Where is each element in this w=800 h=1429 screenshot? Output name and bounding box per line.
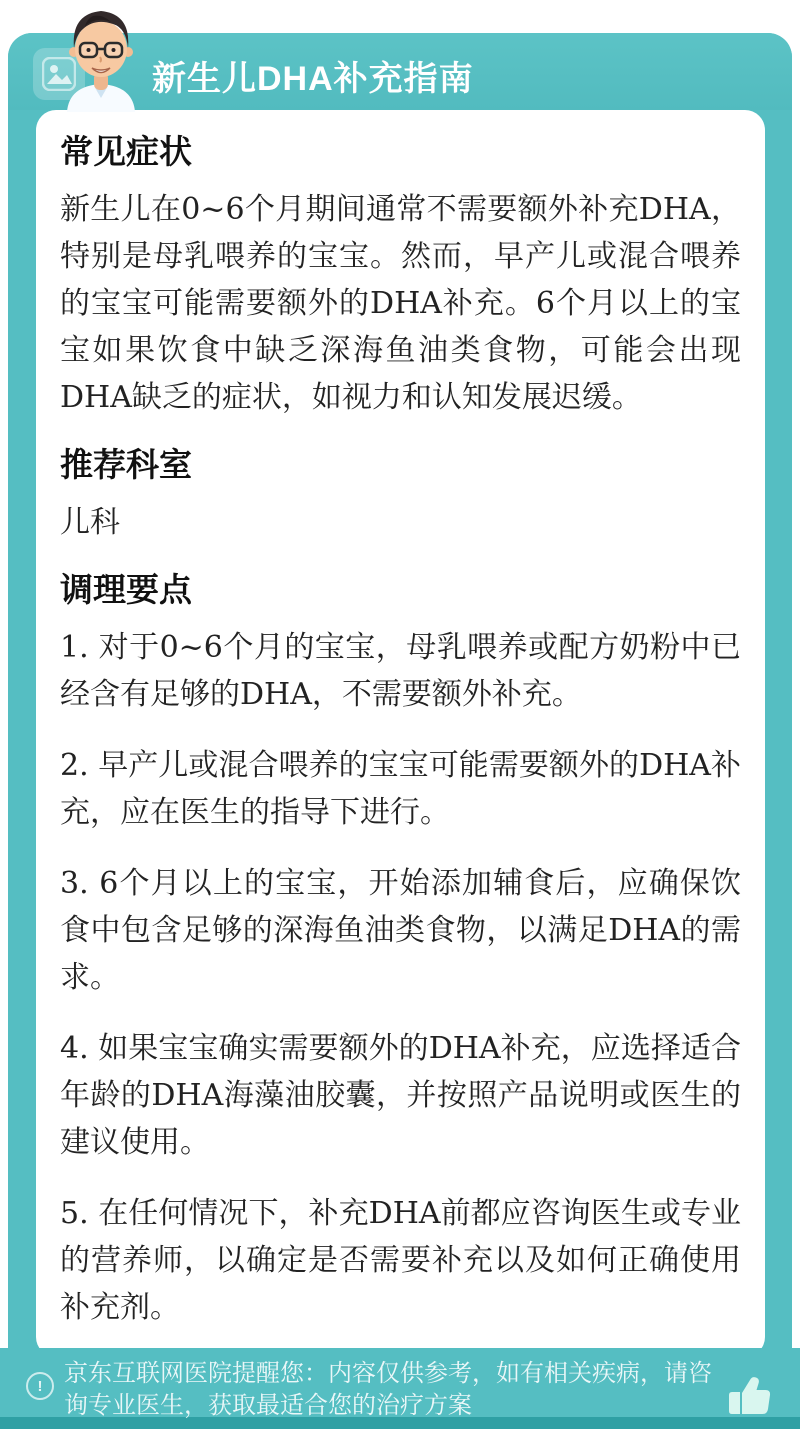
section-paragraph: 3. 6个月以上的宝宝，开始添加辅食后，应确保饮食中包含足够的深海鱼油类食物，以满足DHA的需求。	[60, 866, 741, 995]
section-heading: 推荐科室	[60, 446, 192, 483]
thumbs-up-icon[interactable]	[726, 1370, 774, 1418]
content-card	[36, 110, 765, 1357]
disclaimer-footer	[0, 1348, 800, 1429]
section-paragraph: 4. 如果宝宝确实需要额外的DHA补充，应选择适合年龄的DHA海藻油胶囊，并按照产品说明或医生的建议使用。	[60, 1031, 741, 1160]
section-paragraph: 2. 早产儿或混合喂养的宝宝可能需要额外的DHA补充，应在医生的指导下进行。	[60, 748, 741, 830]
section-paragraph: 1. 对于0~6个月的宝宝，母乳喂养或配方奶粉中已经含有足够的DHA，不需要额外补充。	[60, 630, 741, 712]
info-exclamation-icon: !	[26, 1372, 54, 1400]
disclaimer-text: 京东互联网医院提醒您：内容仅供参考，如有相关疾病，请咨询专业医生，获取最适合您的治疗方案	[64, 1360, 712, 1419]
doctor-avatar	[50, 2, 152, 112]
section-paragraph: 新生儿在0~6个月期间通常不需要额外补充DHA，特别是母乳喂养的宝宝。然而，早产儿或混合喂养的宝宝可能需要额外的DHA补充。6个月以上的宝宝如果饮食中缺乏深海鱼油类食物，可能会出现DHA缺乏的症状，如视力和认知发展迟缓。	[60, 192, 741, 415]
page-title: 新生儿DHA补充指南	[152, 60, 474, 98]
section-heading: 调理要点	[60, 571, 192, 608]
content-panel	[8, 33, 792, 1429]
section-paragraph: 5. 在任何情况下，补充DHA前都应咨询医生或专业的营养师，以确定是否需要补充以及如何正确使用补充剂。	[60, 1196, 741, 1325]
section-paragraph: 儿科	[60, 505, 120, 540]
sections	[60, 132, 741, 1331]
section-heading: 常见症状	[60, 133, 192, 170]
